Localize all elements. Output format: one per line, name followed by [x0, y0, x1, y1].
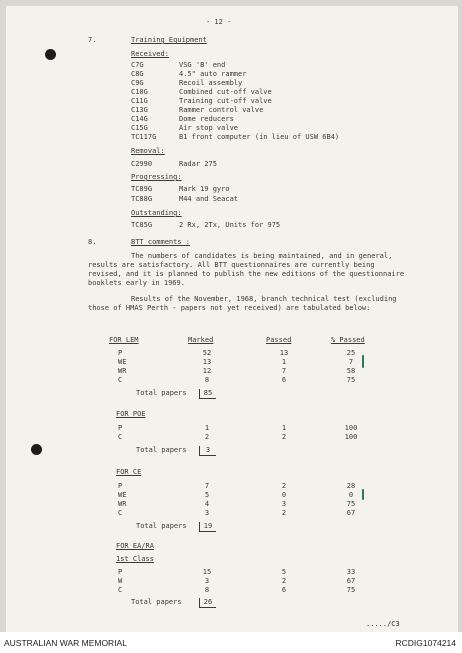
row-pct: 0 [348, 491, 354, 499]
outstanding-code: TC85G [131, 221, 153, 229]
row-passed: 6 [281, 376, 287, 384]
received-code: TC117G [131, 133, 157, 141]
page-number: - 12 - [206, 18, 232, 26]
progressing-desc: Mark 19 gyro [179, 185, 230, 193]
received-code: C10G [131, 88, 148, 96]
group-title-ce: FOR CE [116, 468, 142, 476]
punch-hole-top [45, 49, 56, 60]
row-grade: P [118, 424, 123, 432]
received-code: C14G [131, 115, 148, 123]
outstanding-desc: 2 Rx, 2Tx, Units for 975 [179, 221, 281, 229]
row-marked: 3 [204, 509, 210, 517]
received-code: C13G [131, 106, 148, 114]
row-pct: 58 [346, 367, 356, 375]
progressing-desc: M44 and Seacat [179, 195, 239, 203]
total-papers-label: Total papers [136, 522, 187, 530]
received-desc: VSG 'B' end [179, 61, 226, 69]
removal-code: C2990 [131, 160, 153, 168]
received-code: C8G [131, 70, 144, 78]
row-grade: C [118, 433, 123, 441]
archive-footer [0, 632, 462, 653]
paragraph-line: results are satisfactory. All BTT questionnaires are currently being [88, 261, 375, 269]
row-marked: 12 [202, 367, 212, 375]
row-passed: 13 [279, 349, 289, 357]
outstanding-label: Outstanding: [131, 209, 182, 217]
row-pct: 100 [344, 433, 358, 441]
total-papers-value: 85 [199, 389, 216, 399]
column-header-pct: % Passed [331, 336, 365, 344]
removal-desc: Radar 275 [179, 160, 217, 168]
received-desc: Air stop valve [179, 124, 239, 132]
paragraph-line: The numbers of candidates is being maintained, and in general, [131, 252, 393, 260]
row-grade: WE [118, 491, 127, 499]
punch-hole-bottom [31, 444, 42, 455]
group-subtitle-1st-class: 1st Class [116, 555, 154, 563]
paragraph-line: booklets early in 1969. [88, 279, 185, 287]
received-label: Received: [131, 50, 169, 58]
received-desc: Training cut-off valve [179, 97, 272, 105]
row-grade: C [118, 586, 123, 594]
total-papers-label: Total papers [136, 389, 187, 397]
row-pct: 25 [346, 349, 356, 357]
group-title-poe: FOR POE [116, 410, 146, 418]
row-passed: 3 [281, 500, 287, 508]
footer-institution: AUSTRALIAN WAR MEMORIAL [4, 638, 127, 648]
row-pct: 75 [346, 376, 356, 384]
progressing-code: TC88G [131, 195, 153, 203]
received-code: C15G [131, 124, 148, 132]
paragraph-line: those of HMAS Perth - papers not yet received) are tabulated below: [88, 304, 371, 312]
row-pct: 100 [344, 424, 358, 432]
row-pct: 75 [346, 500, 356, 508]
group-title-lem: FOR LEM [109, 336, 139, 344]
row-grade: WE [118, 358, 127, 366]
item-7-number: 7. [88, 36, 97, 44]
row-marked: 13 [202, 358, 212, 366]
row-marked: 8 [204, 586, 210, 594]
row-passed: 5 [281, 568, 287, 576]
row-grade: P [118, 482, 123, 490]
row-marked: 2 [204, 433, 210, 441]
row-grade: C [118, 376, 123, 384]
row-grade: P [118, 568, 123, 576]
received-desc: Dome reducers [179, 115, 234, 123]
row-passed: 2 [281, 577, 287, 585]
row-pct: 75 [346, 586, 356, 594]
row-grade: C [118, 509, 123, 517]
column-header-marked: Marked [188, 336, 214, 344]
document-page [6, 6, 458, 632]
progressing-label: Progressing: [131, 173, 182, 181]
received-code: C11G [131, 97, 148, 105]
row-marked: 1 [204, 424, 210, 432]
continuation-marker: ...../C3 [366, 620, 400, 628]
row-marked: 15 [202, 568, 212, 576]
row-pct: 7 [348, 358, 354, 366]
row-marked: 7 [204, 482, 210, 490]
paragraph-line: Results of the November, 1968, branch technical test (excluding [131, 295, 397, 303]
total-papers-value: 19 [199, 522, 216, 532]
item-7-heading: Training Equipment [131, 36, 207, 44]
row-passed: 2 [281, 433, 287, 441]
row-passed: 0 [281, 491, 287, 499]
received-code: C7G [131, 61, 144, 69]
tick-mark [362, 489, 364, 500]
row-grade: W [118, 577, 123, 585]
row-passed: 7 [281, 367, 287, 375]
paragraph-line: revised, and it is planned to publish the new editions of the questionnaire [88, 270, 405, 278]
row-marked: 3 [204, 577, 210, 585]
row-marked: 4 [204, 500, 210, 508]
row-marked: 52 [202, 349, 212, 357]
item-8-number: 8. [88, 238, 97, 246]
group-title-ea-ra: FOR EA/RA [116, 542, 154, 550]
row-passed: 6 [281, 586, 287, 594]
received-code: C9G [131, 79, 144, 87]
received-desc: B1 front computer (in lieu of USW 6B4) [179, 133, 340, 141]
row-pct: 67 [346, 509, 356, 517]
row-pct: 33 [346, 568, 356, 576]
item-8-heading: BTT comments : [131, 238, 191, 246]
row-pct: 67 [346, 577, 356, 585]
progressing-code: TC89G [131, 185, 153, 193]
tick-mark [362, 355, 364, 368]
total-papers-label: Total papers [131, 598, 182, 606]
row-passed: 1 [281, 424, 287, 432]
received-desc: Rammer control valve [179, 106, 264, 114]
row-grade: WR [118, 500, 127, 508]
total-papers-value: 26 [199, 598, 216, 608]
row-passed: 1 [281, 358, 287, 366]
row-grade: WR [118, 367, 127, 375]
received-desc: 4.5" auto rammer [179, 70, 247, 78]
received-desc: Recoil assembly [179, 79, 243, 87]
column-header-passed: Passed [266, 336, 292, 344]
row-marked: 5 [204, 491, 210, 499]
received-desc: Combined cut-off valve [179, 88, 272, 96]
row-passed: 2 [281, 509, 287, 517]
removal-label: Removal: [131, 147, 165, 155]
footer-record-id: RCDIG1074214 [395, 638, 456, 648]
row-grade: P [118, 349, 123, 357]
row-pct: 28 [346, 482, 356, 490]
row-passed: 2 [281, 482, 287, 490]
total-papers-value: 3 [199, 446, 216, 456]
row-marked: 8 [204, 376, 210, 384]
total-papers-label: Total papers [136, 446, 187, 454]
